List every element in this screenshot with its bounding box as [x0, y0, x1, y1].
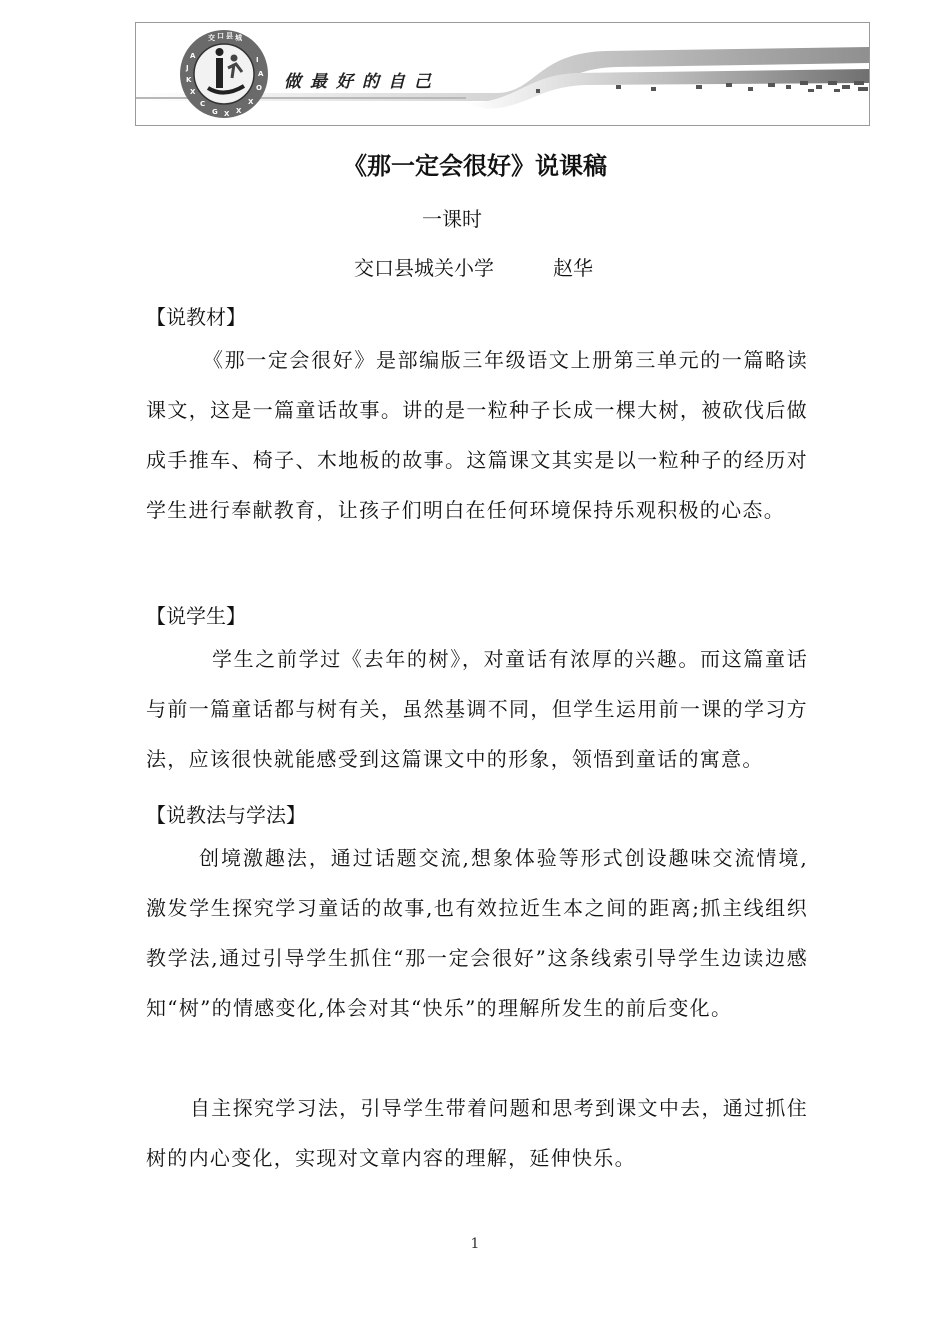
document-title: 《那一定会很好》说课稿 — [343, 152, 607, 180]
paragraph-methods-1: 创境激趣法，通过话题交流,想象体验等形式创设趣味交流情境,激发学生探究学习童话的故事,也有效拉近生本之间的距离;抓主线组织教学法,通过引导学生抓住“那一定会很好”这条线索引导学生边读边感知“树”的情感变化,体会对其“快乐”的理解所发生的前后变化。 — [146, 846, 808, 1020]
svg-text:I: I — [256, 56, 259, 64]
section-heading-students: 【说学生】 — [146, 604, 246, 628]
svg-text:J: J — [186, 64, 189, 72]
header-slogan: 做最好的自己 — [284, 72, 440, 92]
svg-text:城: 城 — [235, 34, 242, 42]
svg-text:县: 县 — [226, 32, 233, 40]
section-heading-methods: 【说教法与学法】 — [146, 803, 306, 827]
svg-text:O: O — [256, 84, 262, 92]
paragraph-methods-2: 自主探究学习法，引导学生带着问题和思考到课文中去，通过抓住树的内心变化，实现对文章内容的理解，延伸快乐。 — [146, 1096, 808, 1170]
paragraph-textbook: 《那一定会很好》是部编版三年级语文上册第三单元的一篇略读课文，这是一篇童话故事。讲的是一粒种子长成一棵大树，被砍伐后做成手推车、椅子、木地板的故事。这篇课文其实是以一粒种子的经历对学生进行奉献教育，让孩子们明白在任何环境保持乐观积极的心态。 — [146, 348, 808, 522]
svg-text:X: X — [248, 98, 254, 106]
svg-text:口: 口 — [217, 32, 224, 40]
svg-text:交: 交 — [208, 34, 215, 42]
svg-text:K: K — [186, 76, 192, 84]
svg-text:C: C — [200, 100, 206, 108]
school-logo-icon — [178, 28, 270, 120]
svg-text:G: G — [212, 108, 218, 116]
paragraph-students: 学生之前学过《去年的树》，对童话有浓厚的兴趣。而这篇童话与前一篇童话都与树有关，虽然基调不同，但学生运用前一课的学习方法，应该很快就能感受到这篇课文中的形象，领悟到童话的寓意。 — [146, 647, 808, 771]
school-name: 交口县城关小学 — [354, 256, 494, 280]
author-name: 赵华 — [553, 256, 593, 280]
svg-text:X: X — [236, 107, 242, 115]
page-number: 1 — [470, 1236, 480, 1252]
header-banner — [135, 22, 870, 126]
svg-text:A: A — [258, 70, 264, 78]
section-heading-textbook: 【说教材】 — [146, 305, 246, 329]
svg-text:A: A — [190, 52, 196, 60]
lesson-count: 一课时 — [422, 207, 482, 231]
svg-text:X: X — [190, 88, 196, 96]
svg-text:X: X — [224, 110, 230, 118]
